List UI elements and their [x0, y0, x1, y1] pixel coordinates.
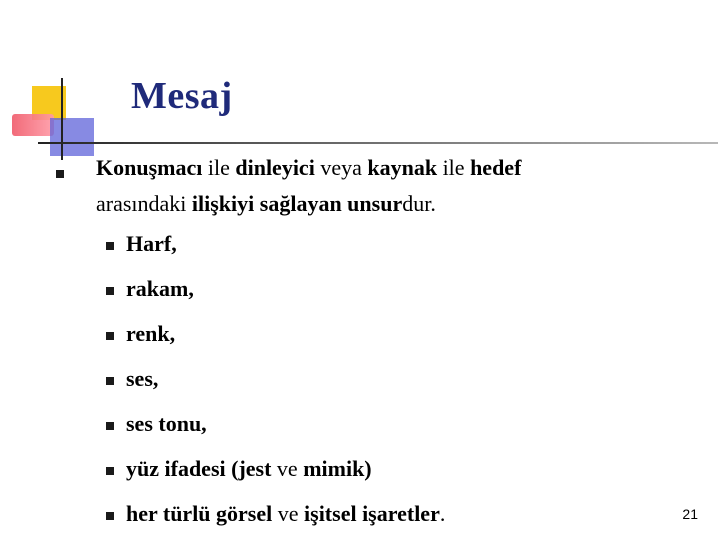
list-item: ses, — [126, 366, 159, 391]
main-bullet-text — [96, 150, 676, 222]
text-segment: işitsel işaretler — [298, 501, 440, 526]
list-item — [126, 500, 445, 528]
text-segment: yüz ifadesi (jest — [126, 456, 277, 481]
text-segment: ile — [202, 155, 236, 180]
text-segment: mimik) — [297, 456, 372, 481]
bullet-square-icon — [106, 287, 114, 295]
list-item — [126, 455, 372, 483]
text-segment: Konuşmacı — [96, 155, 203, 180]
bullet-square-icon — [56, 170, 64, 178]
bullet-square-icon — [106, 242, 114, 250]
bullet-square-icon — [106, 377, 114, 385]
decor-vertical-line — [61, 78, 63, 160]
bullet-square-icon — [106, 467, 114, 475]
list-item: rakam, — [126, 276, 194, 301]
bullet-square-icon — [106, 422, 114, 430]
slide-title: Mesaj — [131, 75, 233, 117]
text-segment: veya — [314, 155, 368, 180]
bullet-square-icon — [106, 332, 114, 340]
text-segment: ve — [276, 456, 298, 481]
decor-blue-square — [50, 118, 94, 156]
title-underline — [38, 142, 718, 144]
text-segment: hedef — [470, 155, 522, 180]
bullet-square-icon — [106, 512, 114, 520]
text-segment: dinleyici — [235, 155, 315, 180]
text-segment: her türlü görsel — [126, 501, 278, 526]
text-segment: ile — [437, 155, 471, 180]
text-segment: ilişkiyi sağlayan unsur — [191, 191, 403, 216]
list-item: ses tonu, — [126, 411, 207, 436]
text-segment: arasındaki — [96, 191, 192, 216]
list-item: Harf, — [126, 231, 177, 256]
text-segment: kaynak — [367, 155, 438, 180]
page-number: 21 — [682, 506, 698, 522]
decor-red-bar — [12, 114, 54, 136]
list-item: renk, — [126, 321, 176, 346]
text-segment: . — [439, 501, 446, 526]
text-segment: ve — [277, 501, 299, 526]
text-segment: dur. — [402, 191, 436, 216]
